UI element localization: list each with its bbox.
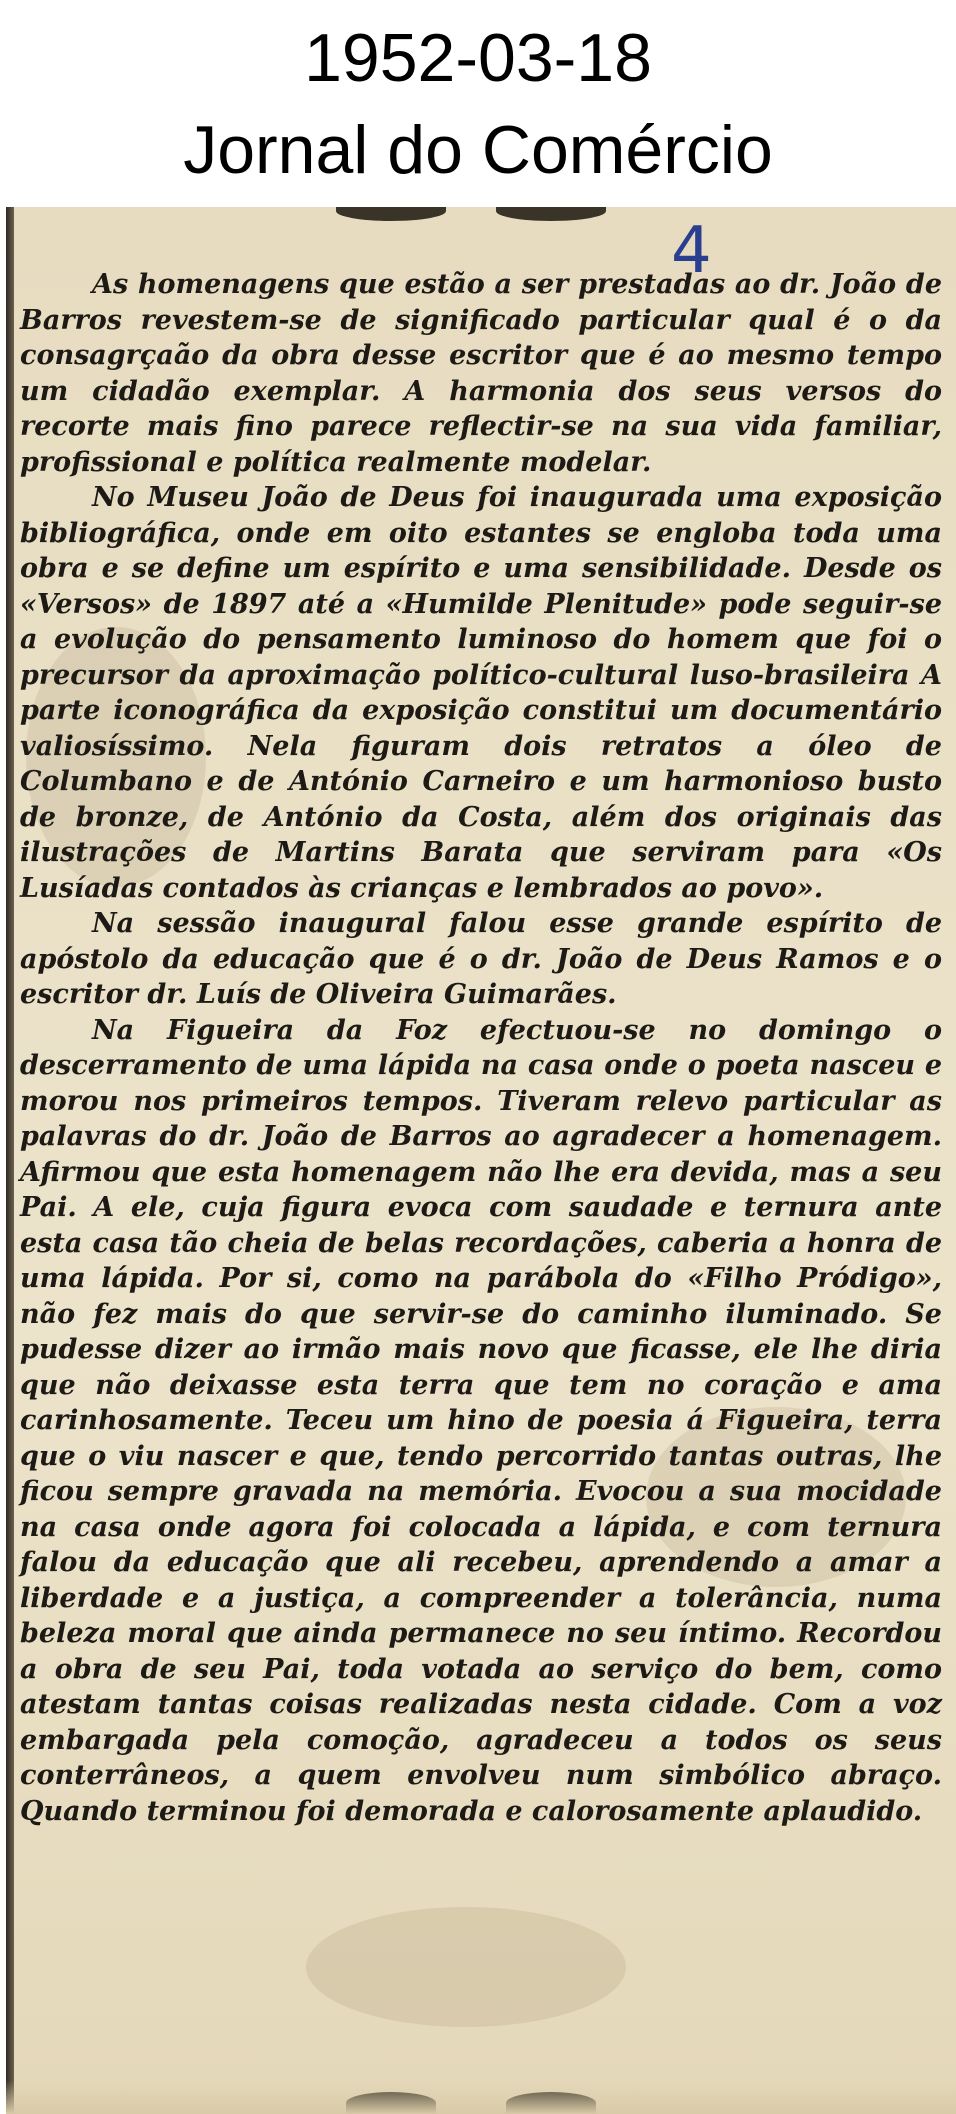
torn-edge: [336, 207, 446, 221]
document-header: [0, 0, 956, 205]
article-body: [20, 267, 942, 1829]
clipping-date: 1952-03-18: [304, 20, 652, 96]
torn-edge: [346, 2092, 436, 2114]
newspaper-name: Jornal do Comércio: [183, 112, 773, 188]
article-paragraph: Na sessão inaugural falou esse grande espírito de apóstolo da educação que é o dr. João de Deus Ramos e o escritor dr. Luís de Oliveira Guimarães.: [20, 908, 942, 1010]
article-paragraph: No Museu João de Deus foi inaugurada uma exposição bibliográfica, onde em oito estantes se engloba toda uma obra e se define um espírito e uma sensibilidade. Desde os «Versos» de 1897 até a «Humilde Plenitude» pode seguir-se a evolução do pensamento luminoso do homem que foi o precursor da aproximação político-cultural luso-brasileira A parte iconográfica da exposição constitui um documentário valiosíssimo. Nela figuram dois retratos a óleo de Columbano e de António Carneiro e um harmonioso busto de bronze, de António da Costa, além dos originais das ilustrações de Martins Barata que serviram para «Os Lusíadas contados às crianças e lembrados ao povo».: [20, 482, 942, 904]
article-paragraph: As homenagens que estão a ser prestadas ao dr. João de Barros revestem-se de significado particular qual é o da consagrçaão da obra desse escritor que é ao mesmo tempo um cidadão exemplar. A harmonia dos seus versos do recorte mais fino parece reflectir-se na sua vida familiar, profissional e política realmente modelar.: [20, 269, 942, 478]
newspaper-clipping: [6, 207, 956, 2114]
torn-edge: [496, 207, 606, 221]
torn-edge: [506, 2092, 596, 2114]
handwritten-mark: 4: [671, 214, 712, 288]
article-paragraph: Na Figueira da Foz efectuou-se no domingo o descerramento de uma lápida na casa onde o poeta nasceu e morou nos primeiros tempos. Tiveram relevo particular as palavras do dr. João de Barros ao agradecer a homenagem. Afirmou que esta homenagem não lhe era devida, mas a seu Pai. A ele, cuja figura evoca com saudade e ternura ante esta casa tão cheia de belas recordações, caberia a honra de uma lápida. Por si, como na parábola do «Filho Pródigo», não fez mais do que servir-se do caminho iluminado. Se pudesse dizer ao irmão mais novo que ficasse, ele lhe diria que não deixasse esta terra que tem no coração e ama carinhosamente. Teceu um hino de poesia á Figueira, terra que o viu nascer e que, tendo percorrido tantas outras, lhe ficou sempre gravada na memória. Evocou a sua mocidade na casa onde agora foi colocada a lápida, e com ternura falou da educação que ali recebeu, aprendendo a amar a liberdade e a justiça, a compreender a tolerância, numa beleza moral que ainda permanece no seu íntimo. Recordou a obra de seu Pai, toda votada ao serviço do bem, como atestam tantas coisas realizadas nesta cidade. Com a voz embargada pela comoção, agradeceu a todos os seus conterrâneos, a quem envolveu num simbólico abraço. Quando terminou foi demorada e calorosamente aplaudido.: [20, 1014, 942, 1827]
paper-stain: [306, 1907, 626, 2027]
